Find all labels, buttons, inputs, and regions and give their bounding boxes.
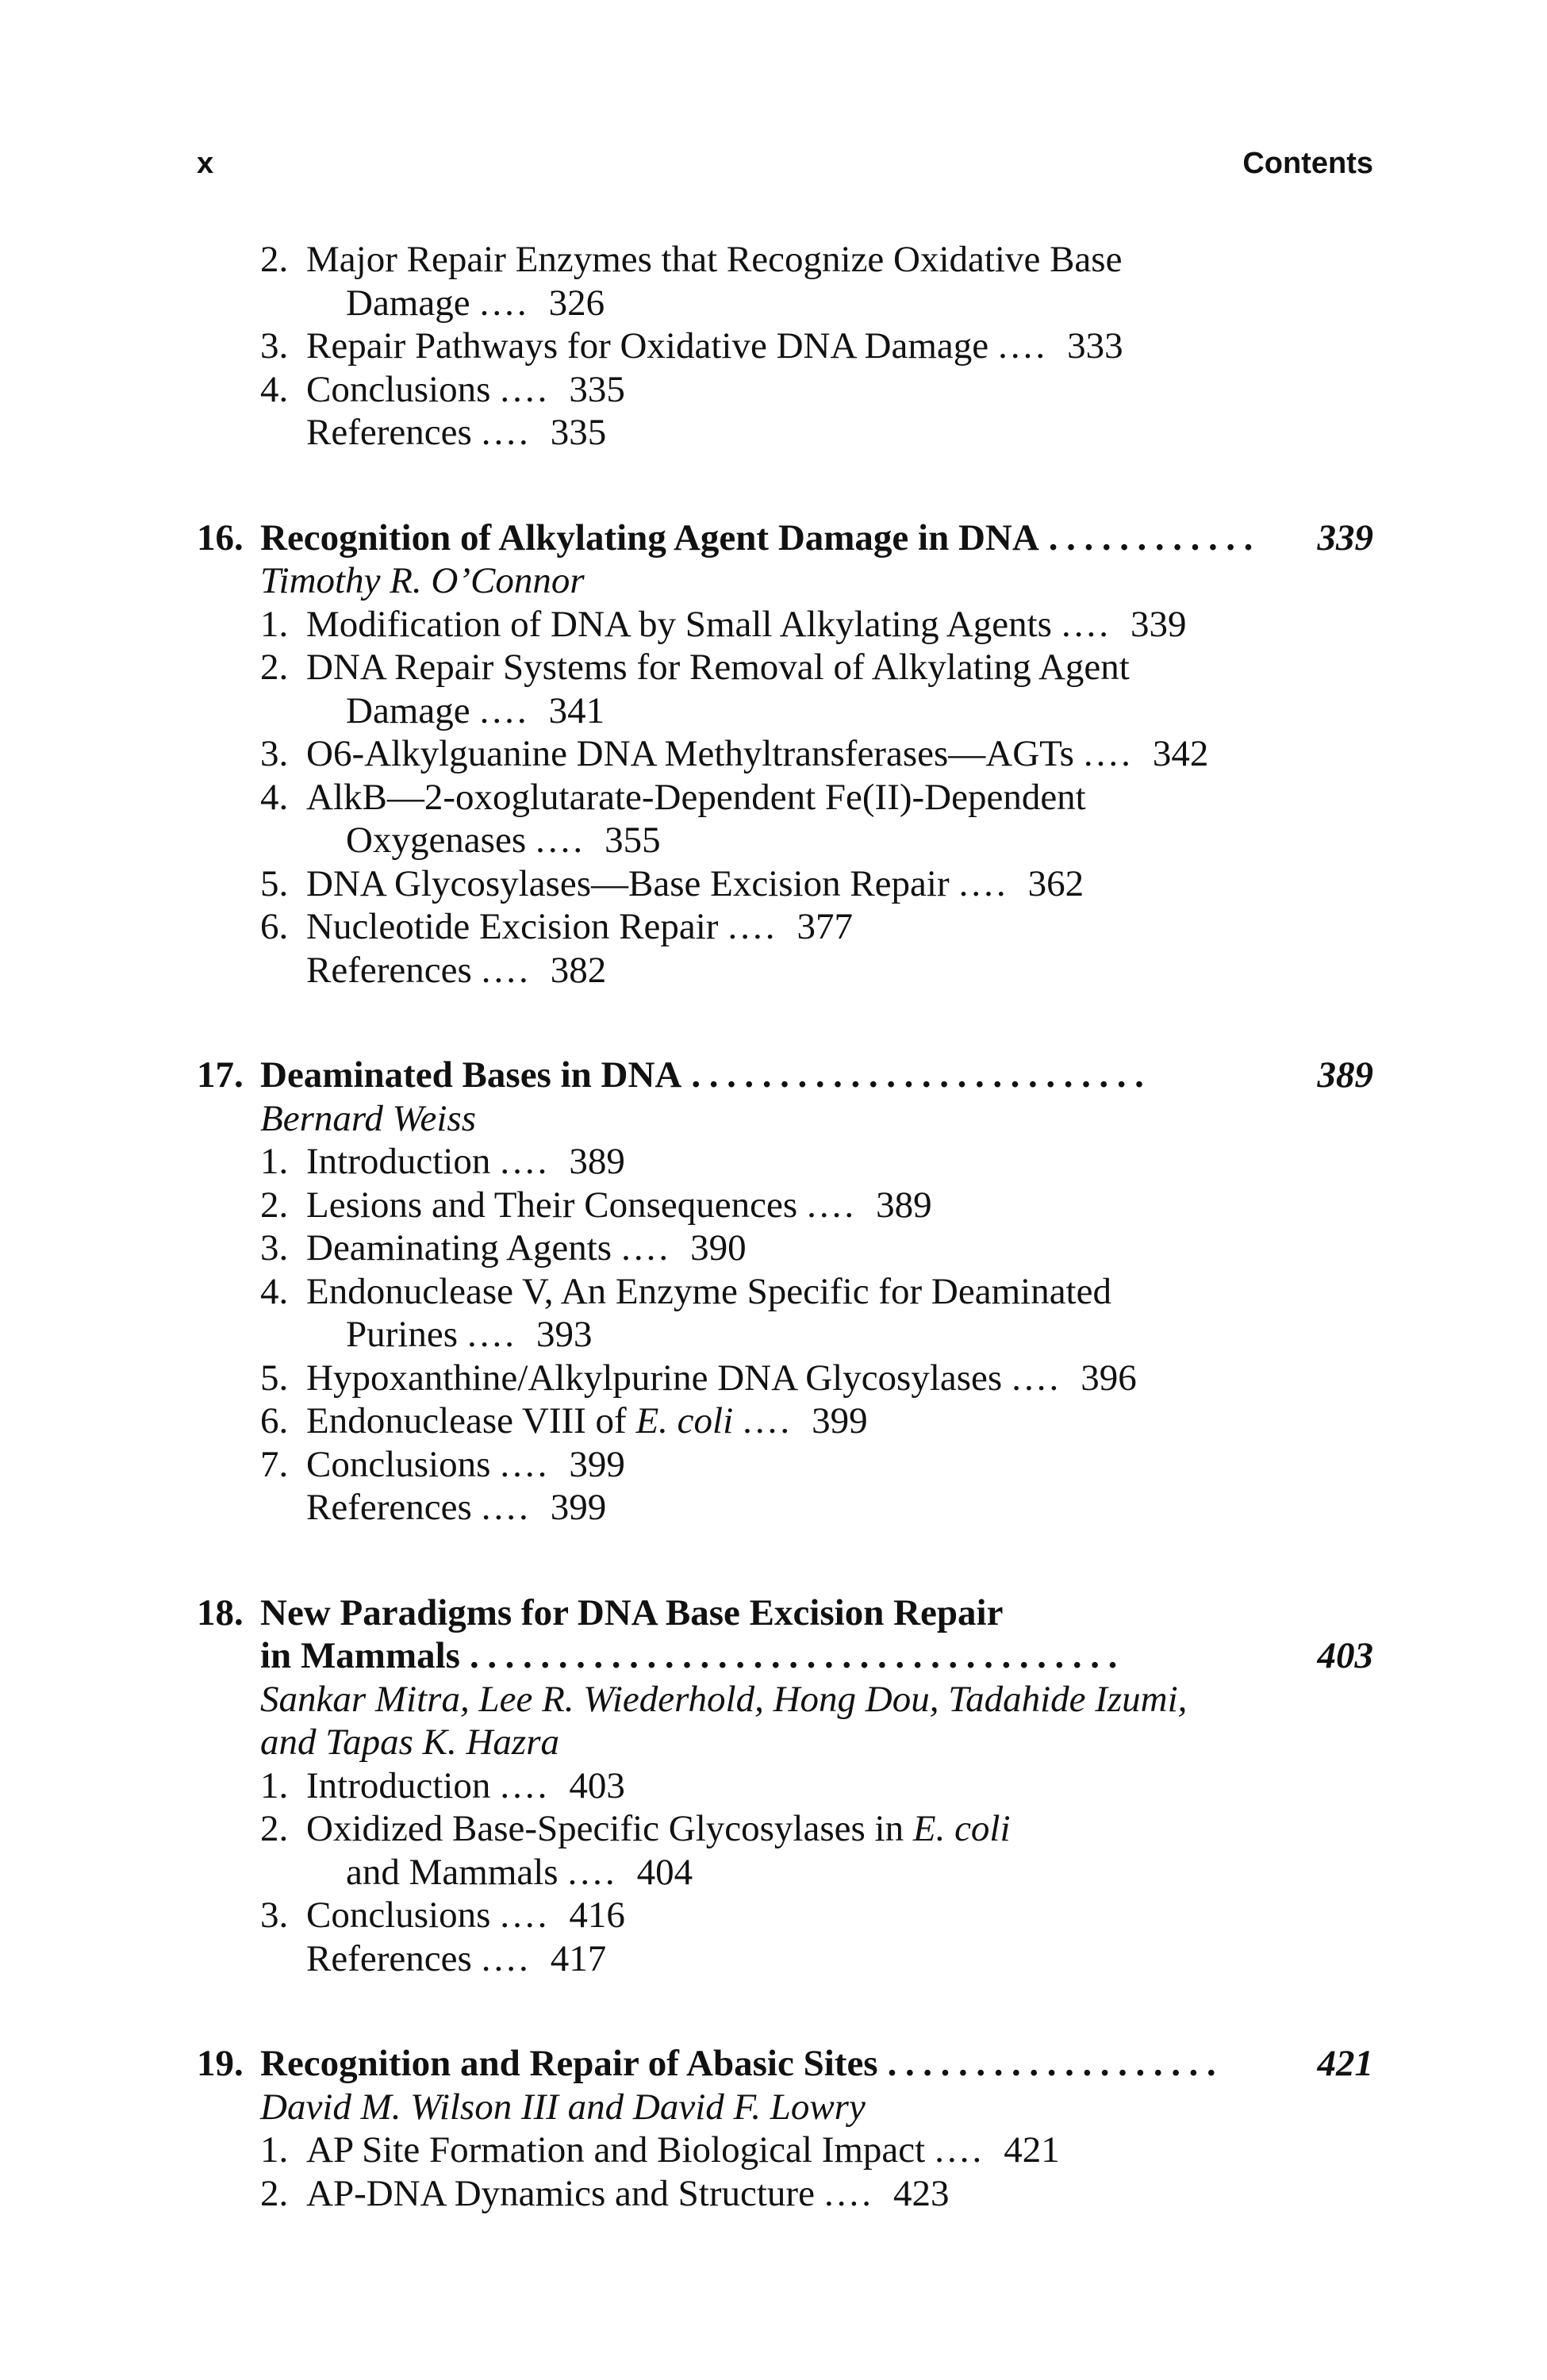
toc-entry xyxy=(197,1399,1373,1443)
section-page: 399 xyxy=(812,1400,868,1441)
chapter-title-row xyxy=(197,516,1373,560)
section-page: 399 xyxy=(569,1443,625,1485)
section-page: 416 xyxy=(569,1894,625,1936)
organism-name: E. coli xyxy=(635,1400,734,1441)
page-number-roman: x xyxy=(197,147,214,180)
section-page: 421 xyxy=(1004,2129,1060,2171)
dot-leader: .... xyxy=(743,1400,793,1441)
toc-entry xyxy=(197,1140,1373,1184)
chapter-title: Recognition and Repair of Abasic Sites xyxy=(260,2043,878,2084)
section-title: Oxidized Base-Specific Glycosylases in xyxy=(306,1808,904,1849)
section-title: O6-Alkylguanine DNA Methyltransferases—AGTs xyxy=(306,733,1074,774)
section-number: 2. xyxy=(260,2172,289,2214)
toc-entry-continuation xyxy=(197,689,1373,733)
section-title: Purines xyxy=(346,1314,458,1355)
section-title: References xyxy=(306,412,472,453)
section-number: 3. xyxy=(260,733,289,774)
section-title: References xyxy=(306,1937,472,1979)
dot-leader: .... xyxy=(727,906,778,947)
section-page: 362 xyxy=(1027,862,1084,904)
dot-leader: ................... xyxy=(887,2043,1225,2084)
dot-leader: .... xyxy=(823,2172,874,2214)
chapter-page: 403 xyxy=(1317,1635,1373,1676)
dot-leader: .... xyxy=(481,1937,532,1979)
chapter-page: 389 xyxy=(1317,1054,1373,1096)
section-number: 6. xyxy=(260,1400,289,1441)
section-page: 355 xyxy=(605,820,661,861)
dot-leader: .... xyxy=(1061,603,1111,645)
section-title: Conclusions xyxy=(306,1443,491,1485)
chapter-page: 339 xyxy=(1317,516,1373,559)
section-page: 377 xyxy=(797,906,853,947)
chapter-number: 16. xyxy=(197,516,244,559)
section-page: 396 xyxy=(1081,1357,1137,1399)
dot-leader: .......................... xyxy=(691,1054,1153,1096)
toc-entry xyxy=(197,324,1373,368)
section-page: 335 xyxy=(569,368,625,410)
section-title: References xyxy=(306,1487,472,1528)
section-number: 1. xyxy=(260,2129,289,2171)
dot-leader: .... xyxy=(500,1443,551,1485)
dot-leader: .... xyxy=(500,1141,551,1182)
section-page: 389 xyxy=(569,1141,625,1182)
section-page: 399 xyxy=(550,1487,607,1528)
dot-leader: .... xyxy=(567,1851,618,1893)
chapter-authors-line-1: Sankar Mitra, Lee R. Wiederhold, Hong Dou, Tadahide Izumi, xyxy=(260,1678,1188,1720)
section-page: 339 xyxy=(1130,603,1187,645)
section-page: 342 xyxy=(1152,733,1209,774)
section-page: 389 xyxy=(876,1184,932,1226)
toc-entry xyxy=(197,646,1373,689)
chapter-title-row xyxy=(197,1634,1373,1678)
section-title: Damage xyxy=(346,282,470,324)
section-title: Deaminating Agents xyxy=(306,1227,612,1269)
section-number: 1. xyxy=(260,1141,289,1182)
chapter-19 xyxy=(197,2042,1373,2215)
table-of-contents xyxy=(197,238,1373,2215)
section-number: 2. xyxy=(260,1184,289,1226)
section-title: Introduction xyxy=(306,1141,491,1182)
dot-leader: .... xyxy=(536,820,586,861)
dot-leader: .... xyxy=(500,1894,551,1936)
toc-entry-continuation xyxy=(197,819,1373,862)
section-page: 335 xyxy=(550,412,607,453)
dot-leader: .... xyxy=(481,949,532,991)
chapter-title: Recognition of Alkylating Agent Damage in DNA xyxy=(260,516,1039,559)
chapter-17 xyxy=(197,1054,1373,1530)
section-number: 2. xyxy=(260,1808,289,1849)
toc-entry xyxy=(197,1443,1373,1487)
toc-entry xyxy=(197,2129,1373,2172)
section-number: 6. xyxy=(260,906,289,947)
section-page: 326 xyxy=(548,282,605,324)
toc-entry xyxy=(197,1357,1373,1400)
section-title: Lesions and Their Consequences xyxy=(306,1184,798,1226)
toc-entry xyxy=(197,732,1373,776)
section-number: 3. xyxy=(260,325,289,367)
section-title: Endonuclease V, An Enzyme Specific for Deaminated xyxy=(306,1270,1111,1312)
chapter-authors: Bernard Weiss xyxy=(260,1097,476,1139)
toc-entry xyxy=(197,603,1373,647)
chapter-authors: David M. Wilson III and David F. Lowry xyxy=(260,2086,866,2128)
dot-leader: ..................................... xyxy=(469,1635,1126,1676)
section-title: AP Site Formation and Biological Impact xyxy=(306,2129,926,2171)
chapter-title-line-1: New Paradigms for DNA Base Excision Repair xyxy=(260,1591,1004,1633)
section-number: 3. xyxy=(260,1227,289,1269)
chapter-authors: Timothy R. O’Connor xyxy=(260,560,585,601)
toc-entry-references xyxy=(197,1937,1373,1981)
section-title: and Mammals xyxy=(346,1851,559,1893)
section-page: 393 xyxy=(536,1314,593,1355)
toc-entry xyxy=(197,2172,1373,2216)
section-number: 7. xyxy=(260,1443,289,1485)
dot-leader: .... xyxy=(479,282,530,324)
section-page: 341 xyxy=(548,689,605,731)
chapter-title-row xyxy=(197,2042,1373,2086)
toc-entry-continuation xyxy=(197,1313,1373,1357)
section-title: Modification of DNA by Small Alkylating Agents xyxy=(306,603,1052,645)
chapter-number: 18. xyxy=(197,1591,244,1633)
section-title: Major Repair Enzymes that Recognize Oxidative Base xyxy=(306,239,1123,280)
toc-entry xyxy=(197,1764,1373,1808)
section-number: 1. xyxy=(260,1764,289,1806)
dot-leader: .... xyxy=(500,1764,551,1806)
toc-entry-references xyxy=(197,411,1373,455)
running-head xyxy=(197,147,1373,194)
chapter-page: 421 xyxy=(1317,2043,1373,2084)
toc-entry xyxy=(197,1807,1373,1851)
dot-leader: .... xyxy=(1083,733,1134,774)
dot-leader: .... xyxy=(998,325,1049,367)
dot-leader: .... xyxy=(621,1227,672,1269)
toc-entry xyxy=(197,776,1373,820)
toc-entry-continuation xyxy=(197,1851,1373,1894)
dot-leader: .... xyxy=(807,1184,858,1226)
section-title: Oxygenases xyxy=(346,820,527,861)
section-page: 333 xyxy=(1067,325,1123,367)
section-number: 5. xyxy=(260,1357,289,1399)
section-title: AlkB—2-oxoglutarate-Dependent Fe(II)-Dependent xyxy=(306,776,1086,818)
toc-entry xyxy=(197,368,1373,412)
chapter-16 xyxy=(197,516,1373,992)
section-number: 5. xyxy=(260,862,289,904)
section-number: 4. xyxy=(260,368,289,410)
section-title: Conclusions xyxy=(306,368,491,410)
toc-entry-continuation xyxy=(197,282,1373,325)
section-title: Conclusions xyxy=(306,1894,491,1936)
toc-entry xyxy=(197,1894,1373,1937)
section-number: 1. xyxy=(260,603,289,645)
chapter-15-continued xyxy=(197,238,1373,455)
section-page: 404 xyxy=(636,1851,693,1893)
section-title: Repair Pathways for Oxidative DNA Damage xyxy=(306,325,989,367)
chapter-title: Deaminated Bases in DNA xyxy=(260,1054,682,1096)
dot-leader: .... xyxy=(481,412,532,453)
section-page: 417 xyxy=(550,1937,607,1979)
toc-entry xyxy=(197,862,1373,906)
section-title: DNA Repair Systems for Removal of Alkylating Agent xyxy=(306,647,1130,688)
chapter-authors-line-2: and Tapas K. Hazra xyxy=(260,1722,559,1763)
toc-entry xyxy=(197,1226,1373,1270)
chapter-number: 17. xyxy=(197,1054,244,1096)
dot-leader: .... xyxy=(467,1314,517,1355)
section-title: Endonuclease VIII of xyxy=(306,1400,627,1441)
running-head-title: Contents xyxy=(1242,147,1373,180)
section-title: Introduction xyxy=(306,1764,491,1806)
section-number: 2. xyxy=(260,647,289,688)
section-page: 390 xyxy=(690,1227,747,1269)
section-title: Damage xyxy=(346,689,470,731)
toc-entry xyxy=(197,1270,1373,1314)
dot-leader: .... xyxy=(481,1487,532,1528)
section-number: 4. xyxy=(260,1270,289,1312)
toc-entry xyxy=(197,1184,1373,1227)
section-title: AP-DNA Dynamics and Structure xyxy=(306,2172,815,2214)
toc-entry xyxy=(197,905,1373,949)
toc-entry-references xyxy=(197,1486,1373,1530)
chapter-title-row-first-line xyxy=(197,1591,1373,1635)
section-page: 403 xyxy=(569,1764,625,1806)
section-number: 4. xyxy=(260,776,289,818)
organism-name: E. coli xyxy=(912,1808,1011,1849)
dot-leader: .... xyxy=(958,862,1009,904)
chapter-title-line-2: in Mammals xyxy=(260,1635,460,1676)
section-title: Nucleotide Excision Repair xyxy=(306,906,719,947)
section-number: 2. xyxy=(260,239,289,280)
section-title: Hypoxanthine/Alkylpurine DNA Glycosylases xyxy=(306,1357,1003,1399)
dot-leader: .... xyxy=(479,689,530,731)
chapter-title-row xyxy=(197,1054,1373,1097)
section-page: 382 xyxy=(550,949,607,991)
dot-leader: .... xyxy=(1012,1357,1062,1399)
toc-entry-references xyxy=(197,949,1373,992)
section-title: References xyxy=(306,949,472,991)
section-number: 3. xyxy=(260,1894,289,1936)
dot-leader: ............ xyxy=(1048,516,1261,559)
chapter-18 xyxy=(197,1591,1373,1981)
chapter-number: 19. xyxy=(197,2043,244,2084)
toc-entry xyxy=(197,238,1373,282)
section-title: DNA Glycosylases—Base Excision Repair xyxy=(306,862,950,904)
section-page: 423 xyxy=(892,2172,950,2214)
dot-leader: .... xyxy=(500,368,551,410)
dot-leader: .... xyxy=(935,2129,985,2171)
